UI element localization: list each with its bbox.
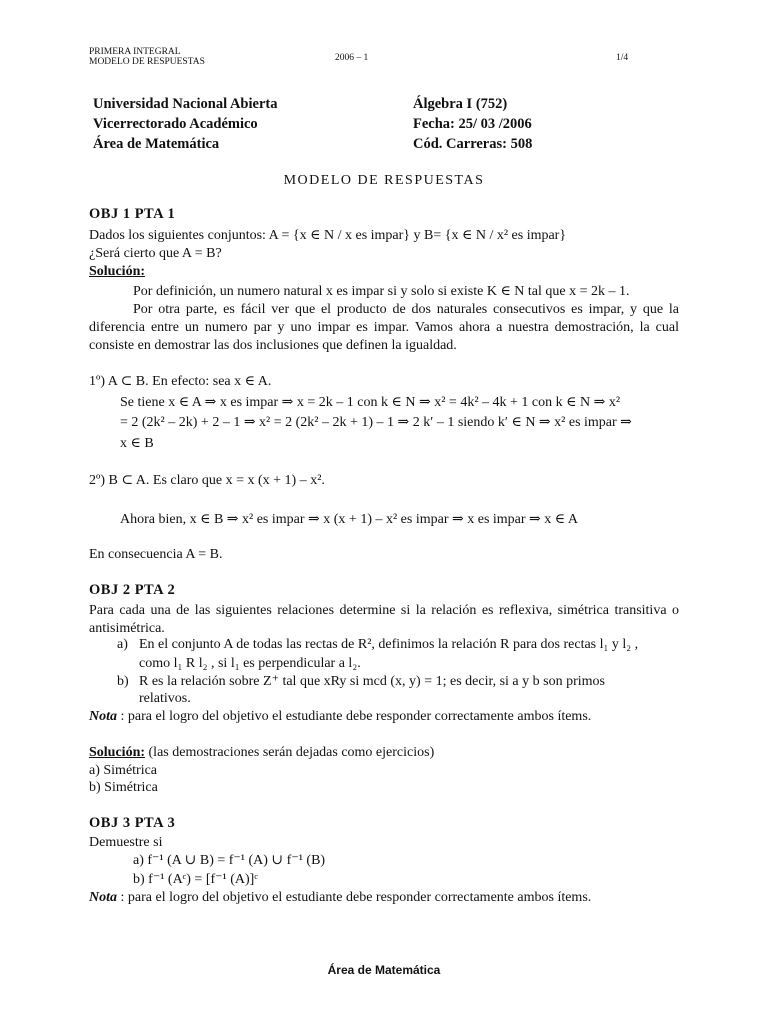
obj3-heading: OBJ 3 PTA 3 <box>89 815 176 831</box>
header-left <box>89 47 205 67</box>
obj1-step1-line2: = 2 (2k² – 2k) + 2 – 1 ⇒ x² = 2 (2k² – 2k + 1) – 1 ⇒ 2 k′ – 1 siendo k′ ∈ N ⇒ x² es impar ⇒ <box>120 415 632 430</box>
obj1-paragraph-1: Por definición, un numero natural x es impar si y solo si existe K ∈ N tal que x = 2k – 1. <box>133 284 630 299</box>
info-left <box>93 94 277 154</box>
obj3-statement: Demuestre si <box>89 835 163 850</box>
header-period: 2006 – 1 <box>335 53 369 63</box>
obj1-heading: OBJ 1 PTA 1 <box>89 206 176 222</box>
obj1-conclusion: En consecuencia A = B. <box>89 547 223 562</box>
obj2-note <box>89 708 591 726</box>
obj2-heading: OBJ 2 PTA 2 <box>89 582 176 598</box>
obj2-solution-text: (las demostraciones serán dejadas como ejercicios) <box>145 745 435 760</box>
university-name: Universidad Nacional Abierta <box>93 96 278 112</box>
course-name: Álgebra I (752) <box>413 96 508 112</box>
obj3-item-b: b) f⁻¹ (Aᶜ) = [f⁻¹ (A)]ᶜ <box>133 872 258 887</box>
obj2-note-label: Nota <box>89 709 117 724</box>
obj1-step1-line3: x ∈ B <box>120 436 154 451</box>
obj1-step2-title: 2º) B ⊂ A. Es claro que x = x (x + 1) – x². <box>89 473 325 488</box>
header-exam-type: PRIMERA INTEGRAL <box>89 47 181 57</box>
obj1-question: ¿Será cierto que A = B? <box>89 246 222 261</box>
header-doc-type: MODELO DE RESPUESTAS <box>89 57 205 67</box>
obj1-step1-line1: Se tiene x ∈ A ⇒ x es impar ⇒ x = 2k – 1 con k ∈ N ⇒ x² = 4k² – 4k + 1 con k ∈ N ⇒ x² <box>120 395 621 410</box>
career-codes: Cód. Carreras: 508 <box>413 136 533 152</box>
obj2-item-a-label: a) <box>117 637 128 652</box>
obj1-step1-title: 1º) A ⊂ B. En efecto: sea x ∈ A. <box>89 374 272 389</box>
obj1-statement: Dados los siguientes conjuntos: A = {x ∈ N / x es impar} y B= {x ∈ N / x² es impar} <box>89 228 567 243</box>
obj3-note-label: Nota <box>89 890 117 905</box>
obj2-item-a-line1: En el conjunto A de todas las rectas de R², definimos la relación R para dos rectas l₁ y l₂ , <box>139 637 639 652</box>
obj3-note-text: : para el logro del objetivo el estudiante debe responder correctamente ambos ítems. <box>117 890 592 905</box>
obj1-step2-line1: Ahora bien, x ∈ B ⇒ x² es impar ⇒ x (x + 1) – x² es impar ⇒ x es impar ⇒ x ∈ A <box>120 512 578 527</box>
obj2-note-text: : para el logro del objetivo el estudiante debe responder correctamente ambos ítems. <box>117 709 592 724</box>
area-name: Área de Matemática <box>93 136 220 152</box>
obj2-item-b-label: b) <box>117 674 129 689</box>
obj3-item-a: a) f⁻¹ (A ∪ B) = f⁻¹ (A) ∪ f⁻¹ (B) <box>133 853 326 868</box>
document-title: MODELO DE RESPUESTAS <box>283 173 485 188</box>
obj2-answer-a: a) Simétrica <box>89 763 158 778</box>
header-page-number: 1/4 <box>616 53 629 63</box>
obj3-note <box>89 889 591 907</box>
obj2-solution <box>89 744 434 762</box>
info-right <box>413 94 532 154</box>
obj2-answer-b: b) Simétrica <box>89 780 158 795</box>
page-footer: Área de Matemática <box>327 963 441 977</box>
obj2-solution-label: Solución: <box>89 745 146 760</box>
obj1-solution-label: Solución: <box>89 264 146 279</box>
obj2-statement: Para cada una de las siguientes relaciones determine si la relación es reflexiva, simétrica transitiva o antisimétrica. <box>89 603 679 636</box>
obj2-item-b-line1: R es la relación sobre Z⁺ tal que xRy si mcd (x, y) = 1; es decir, si a y b son primos <box>139 674 605 689</box>
exam-date: Fecha: 25/ 03 /2006 <box>413 116 532 132</box>
obj2-item-a-line2: como l₁ R l₂ , si l₁ es perpendicular a l₂. <box>139 656 361 671</box>
obj2-item-b-line2: relativos. <box>139 691 191 706</box>
vicerrectorado: Vicerrectorado Académico <box>93 116 258 132</box>
obj1-paragraph-2: Por otra parte, es fácil ver que el producto de dos naturales consecutivos es impar, y que la diferencia entre un numero par y uno impar es impar. Vamos ahora a nuestra demostración, la cual consiste en demostrar las dos inclusiones que definen la igualdad. <box>89 302 679 353</box>
